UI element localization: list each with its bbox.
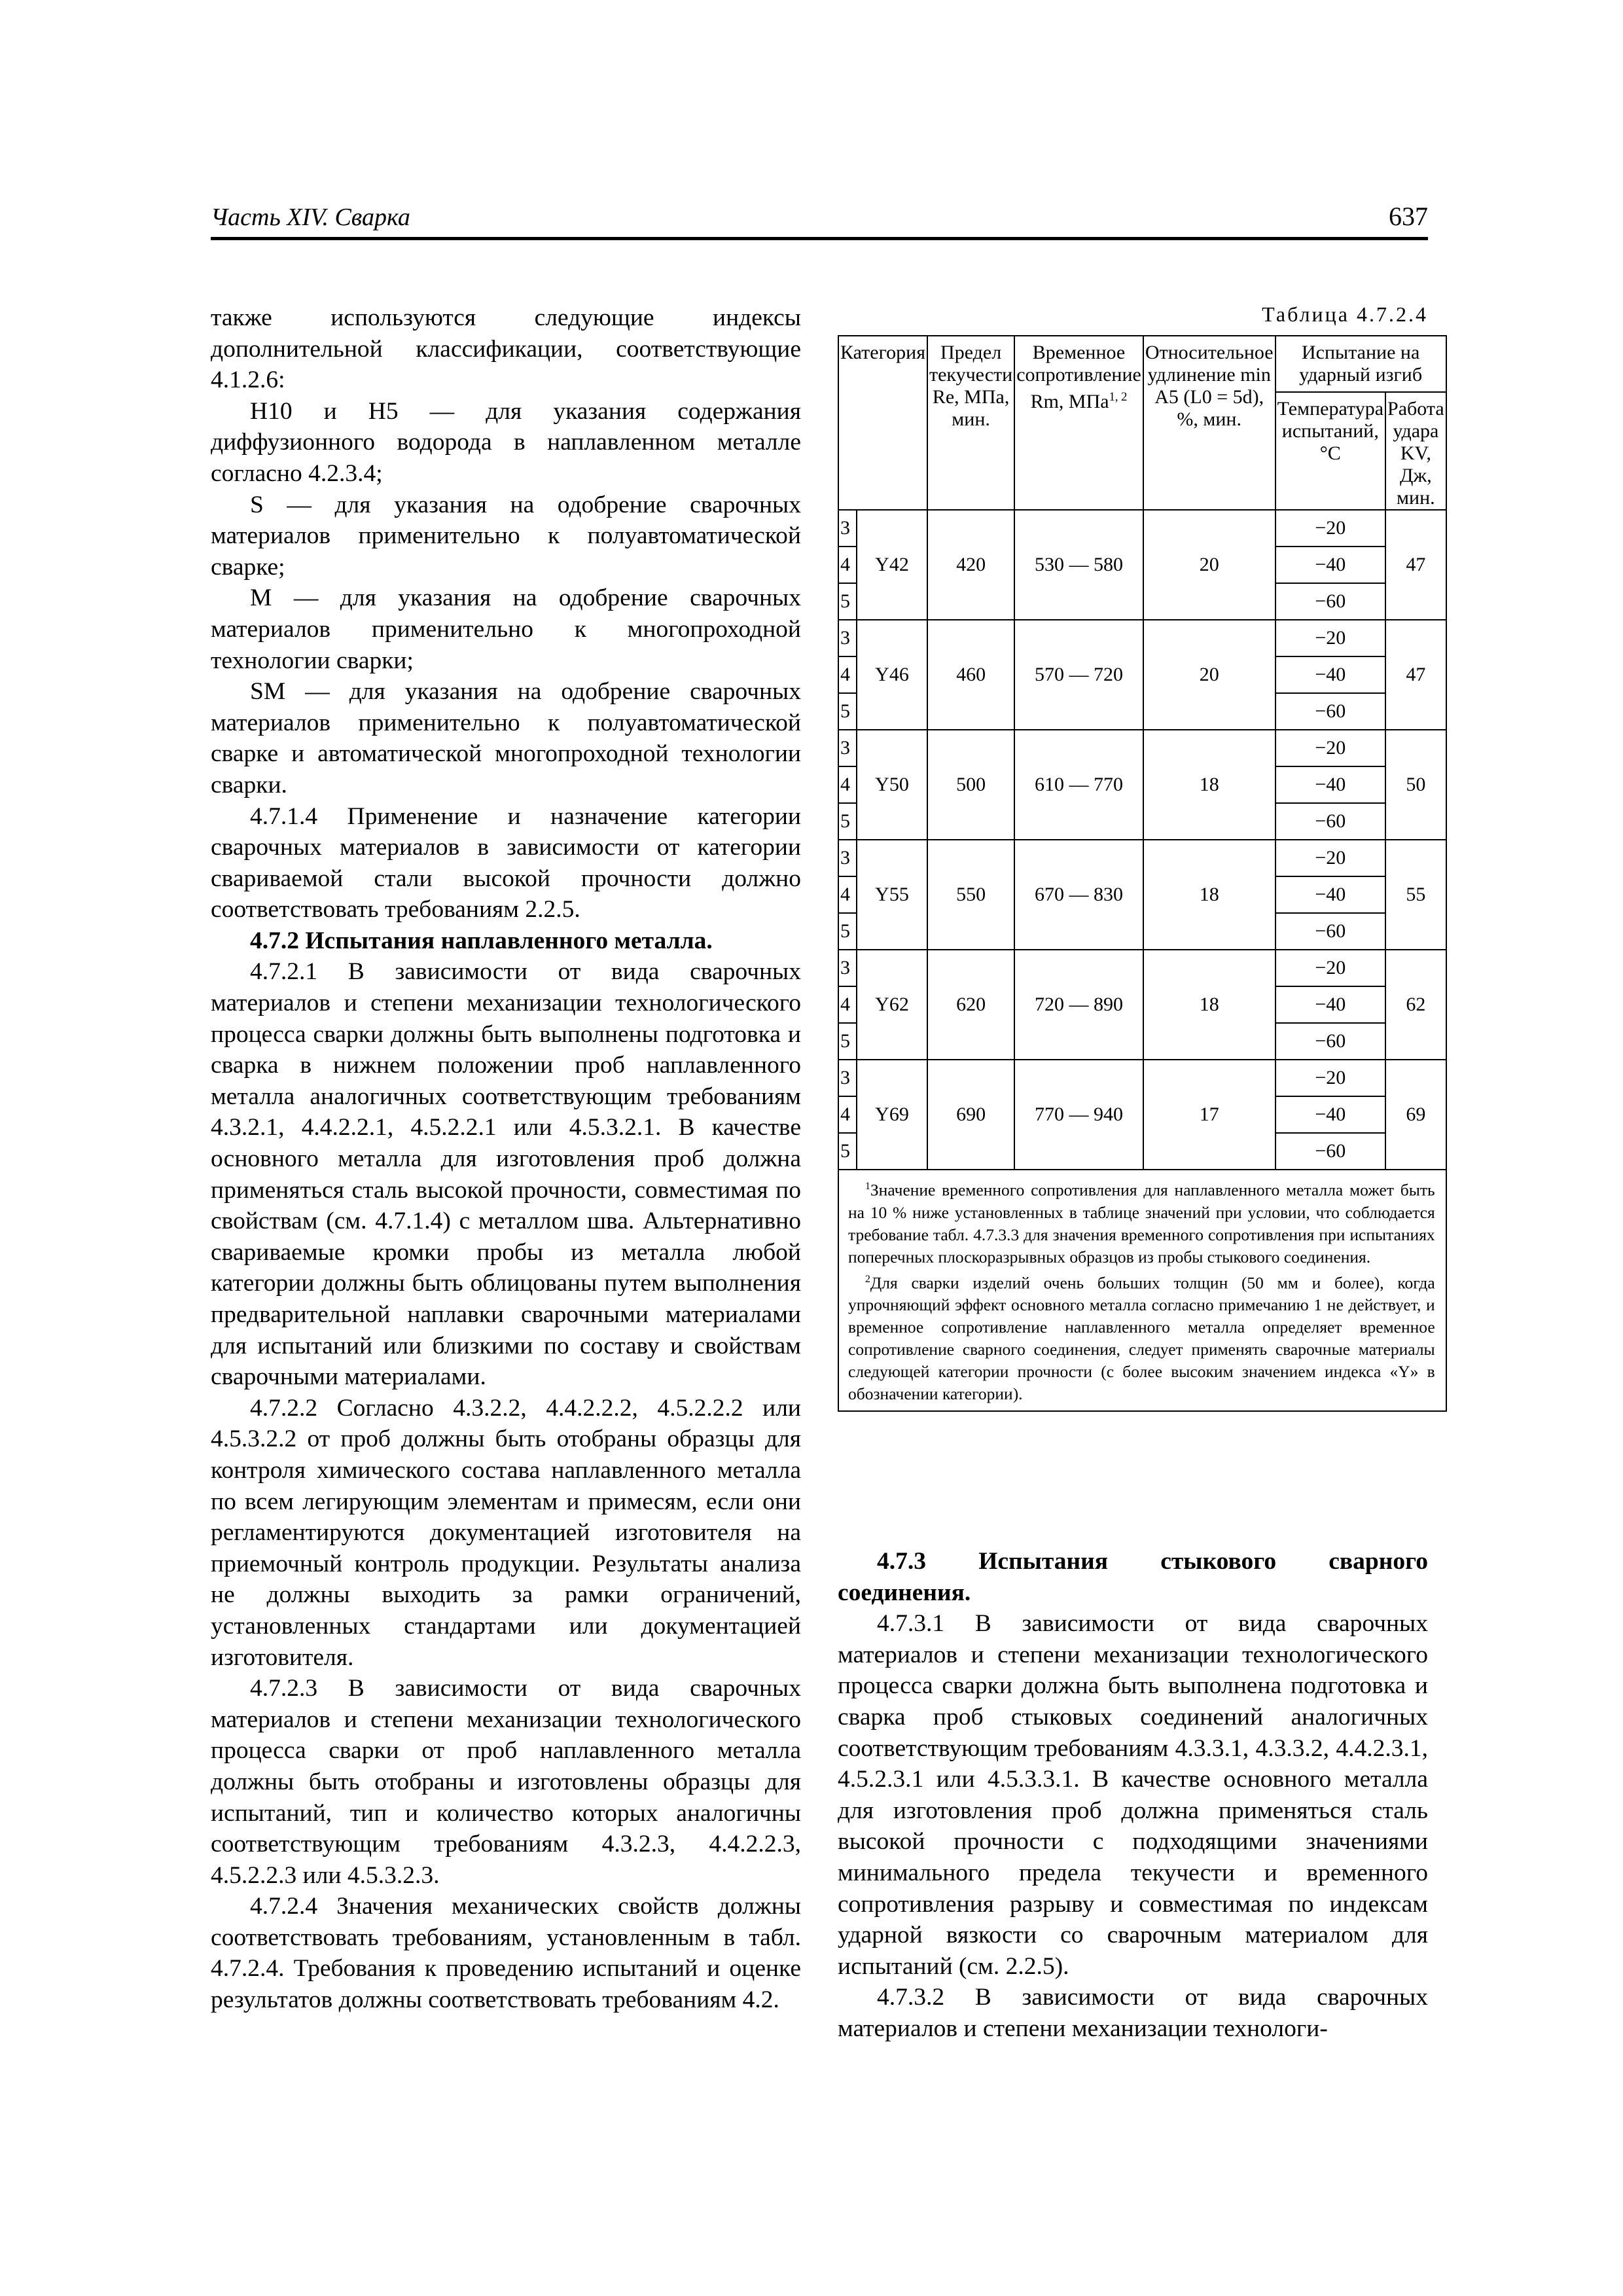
header-yield: Предел текучести Re, МПа, мин.	[927, 336, 1014, 510]
table-note-2	[848, 1268, 1435, 1406]
temperature-cell: −60	[1275, 803, 1385, 840]
subgrade-cell: 4	[838, 986, 857, 1023]
subgrade-cell: 3	[838, 620, 857, 656]
header-impact: Испытание на ударный изгиб	[1275, 336, 1446, 392]
category-cell: Y42	[857, 510, 927, 620]
header-tensile-text: Временное сопротивление Rm, МПа	[1016, 342, 1141, 412]
subgrade-cell: 3	[838, 950, 857, 986]
subgrade-cell: 5	[838, 913, 857, 950]
temperature-cell: −20	[1275, 1060, 1385, 1096]
temperature-cell: −20	[1275, 510, 1385, 547]
right-column	[838, 1546, 1428, 2045]
subgrade-cell: 4	[838, 876, 857, 913]
yield-cell: 460	[927, 620, 1014, 730]
impact-energy-cell: 50	[1385, 730, 1446, 840]
impact-energy-cell: 47	[1385, 510, 1446, 620]
subgrade-cell: 5	[838, 1023, 857, 1060]
temperature-cell: −40	[1275, 876, 1385, 913]
subgrade-cell: 4	[838, 547, 857, 583]
subgrade-cell: 3	[838, 1060, 857, 1096]
category-cell: Y69	[857, 1060, 927, 1170]
yield-cell: 690	[927, 1060, 1014, 1170]
subgrade-cell: 3	[838, 510, 857, 547]
temperature-cell: −60	[1275, 1023, 1385, 1060]
elongation-cell: 18	[1143, 730, 1275, 840]
category-cell: Y62	[857, 950, 927, 1060]
temperature-cell: −60	[1275, 913, 1385, 950]
yield-cell: 550	[927, 840, 1014, 950]
subgrade-cell: 4	[838, 1096, 857, 1133]
temperature-cell: −60	[1275, 1133, 1385, 1170]
tensile-cell: 670 — 830	[1014, 840, 1143, 950]
table-row	[838, 730, 1446, 766]
note-text: Для сварки изделий очень больших толщин (50 мм и более), когда упрочняющий эффект основного металла согласно примечанию 1 не действует, и временное сопротивление наплавленного металла определяет временное сопротивление сварного соединения, следует применять сварочные материалы следующей категории прочности (с более высоким значением индекса «Y» в обозначении категории).	[848, 1273, 1435, 1403]
table-row	[838, 950, 1446, 986]
paragraph: 4.7.2.3 В зависимости от вида сварочных материалов и степени механизации технологического процесса сварки от проб наплавленного металла должны быть отобраны и изготовлены образцы для испытаний, тип и количество которых аналогичны соответствующим требованиям 4.3.2.3, 4.4.2.2.3, 4.5.2.2.3 или 4.5.3.2.3.	[211, 1675, 801, 1889]
tensile-cell: 770 — 940	[1014, 1060, 1143, 1170]
section-heading: 4.7.2 Испытания наплавленного металла.	[250, 927, 713, 954]
note-mark: 2	[865, 1273, 870, 1285]
header-category: Категория	[838, 336, 927, 510]
paragraph: M — для указания на одобрение сварочных материалов применительно к многопроходной технологии сварки;	[211, 584, 801, 674]
tensile-cell: 720 — 890	[1014, 950, 1143, 1060]
section-heading: 4.7.3 Испытания стыкового сварного соединения.	[838, 1548, 1428, 1606]
paragraph: S — для указания на одобрение сварочных материалов применительно к полуавтоматической сварке;	[211, 491, 801, 581]
tensile-cell: 570 — 720	[1014, 620, 1143, 730]
paragraph: Н10 и Н5 — для указания содержания диффузионного водорода в наплавленном металле согласно 4.2.3.4;	[211, 397, 801, 487]
elongation-cell: 18	[1143, 950, 1275, 1060]
impact-energy-cell: 69	[1385, 1060, 1446, 1170]
paragraph: 4.7.3.1 В зависимости от вида сварочных материалов и степени механизации технологического процесса сварки должна быть выполнена подготовка и сварка проб стыковых соединений аналогичных соответствующим требованиям 4.3.3.1, 4.3.3.2, 4.4.2.3.1, 4.5.2.3.1 или 4.5.3.3.1. В качестве основного металла для изготовления проб должна применяться сталь высокой прочности с подходящими значениями минимального предела текучести и временного сопротивления разрыву и совместимая по индексам ударной вязкости со сварочным материалом для испытаний (см. 2.2.5).	[838, 1610, 1428, 1980]
subgrade-cell: 4	[838, 656, 857, 693]
category-cell: Y46	[857, 620, 927, 730]
elongation-cell: 18	[1143, 840, 1275, 950]
elongation-cell: 20	[1143, 620, 1275, 730]
table-note-1	[848, 1175, 1435, 1268]
subgrade-cell: 5	[838, 803, 857, 840]
table-row	[838, 1060, 1446, 1096]
subgrade-cell: 4	[838, 766, 857, 803]
temperature-cell: −40	[1275, 547, 1385, 583]
temperature-cell: −40	[1275, 1096, 1385, 1133]
paragraph: SM — для указания на одобрение сварочных материалов применительно к полуавтоматической сварке и автоматической многопроходной технологии сварки.	[211, 678, 801, 798]
subgrade-cell: 3	[838, 730, 857, 766]
page-number: 637	[1389, 202, 1428, 231]
impact-energy-cell: 55	[1385, 840, 1446, 950]
tensile-cell: 610 — 770	[1014, 730, 1143, 840]
header-elongation: Относительное удлинение min A5 (L0 = 5d), %, мин.	[1143, 336, 1275, 510]
header-tensile-sup: 1, 2	[1109, 390, 1128, 404]
header-tensile	[1014, 336, 1143, 510]
temperature-cell: −40	[1275, 986, 1385, 1023]
temperature-cell: −60	[1275, 693, 1385, 730]
temperature-cell: −20	[1275, 730, 1385, 766]
tensile-cell: 530 — 580	[1014, 510, 1143, 620]
impact-energy-cell: 47	[1385, 620, 1446, 730]
paragraph: 4.7.2.2 Согласно 4.3.2.2, 4.4.2.2.2, 4.5.2.2.2 или 4.5.3.2.2 от проб должны быть отобраны образцы для контроля химического состава наплавленного металла по всем легирующим элементам и примесям, если они регламентируются документацией изготовителя на приемочный контроль продукции. Результаты анализа не должны выходить за рамки ограничений, установленных стандартами или документацией изготовителя.	[211, 1394, 801, 1671]
properties-table	[838, 335, 1447, 1412]
table-row	[838, 510, 1446, 547]
subgrade-cell: 5	[838, 693, 857, 730]
left-column	[211, 302, 801, 2016]
paragraph: также используются следующие индексы дополнительной классификации, соответствующие 4.1.2.6:	[211, 304, 801, 394]
header-work: Работа удара KV, Дж, мин.	[1385, 392, 1446, 510]
subgrade-cell: 3	[838, 840, 857, 876]
yield-cell: 500	[927, 730, 1014, 840]
table-caption: Таблица 4.7.2.4	[1262, 302, 1428, 326]
note-text: Значение временного сопротивления для наплавленного металла может быть на 10 % ниже установленных в таблице значений при условии, что соблюдается требование табл. 4.7.3.3 для значения временного сопротивления при испытаниях поперечных плоскоразрывных образцов из пробы стыкового соединения.	[848, 1180, 1435, 1266]
temperature-cell: −40	[1275, 656, 1385, 693]
category-cell: Y50	[857, 730, 927, 840]
category-cell: Y55	[857, 840, 927, 950]
table-row	[838, 840, 1446, 876]
yield-cell: 620	[927, 950, 1014, 1060]
elongation-cell: 17	[1143, 1060, 1275, 1170]
page-header	[211, 200, 1428, 240]
paragraph: 4.7.2.4 Значения механических свойств должны соответствовать требованиям, установленным в табл. 4.7.2.4. Требования к проведению испытаний и оценке результатов должны соответствовать требованиям 4.2.	[211, 1893, 801, 2014]
temperature-cell: −20	[1275, 620, 1385, 656]
yield-cell: 420	[927, 510, 1014, 620]
section-title: Часть XIV. Сварка	[211, 204, 410, 231]
paragraph: 4.7.3.2 В зависимости от вида сварочных материалов и степени механизации технологи-	[838, 1984, 1428, 2042]
header-temp: Температура испытаний, °С	[1275, 392, 1385, 510]
table-notes	[838, 1170, 1446, 1411]
temperature-cell: −60	[1275, 583, 1385, 620]
subgrade-cell: 5	[838, 583, 857, 620]
elongation-cell: 20	[1143, 510, 1275, 620]
note-mark: 1	[865, 1181, 870, 1192]
temperature-cell: −40	[1275, 766, 1385, 803]
paragraph: 4.7.2.1 В зависимости от вида сварочных материалов и степени механизации технологического процесса сварки должны быть выполнены подготовка и сварка в нижнем положении проб наплавленного металла аналогичных соответствующим требованиям 4.3.2.1, 4.4.2.2.1, 4.5.2.2.1 или 4.5.3.2.1. В качестве основного металла для изготовления проб должна применяться сталь высокой прочности, совместимая по свойствам (см. 4.7.1.4) с металлом шва. Альтернативно свариваемые кромки пробы из металла любой категории должны быть облицованы путем выполнения предварительной наплавки сварочными материалами для испытаний или близкими по составу и свойствам сварочными материалами.	[211, 958, 801, 1391]
table-row	[838, 620, 1446, 656]
temperature-cell: −20	[1275, 950, 1385, 986]
paragraph: 4.7.1.4 Применение и назначение категории сварочных материалов в зависимости от категории свариваемой стали высокой прочности должно соответствовать требованиям 2.2.5.	[211, 802, 801, 924]
subgrade-cell: 5	[838, 1133, 857, 1170]
temperature-cell: −20	[1275, 840, 1385, 876]
impact-energy-cell: 62	[1385, 950, 1446, 1060]
